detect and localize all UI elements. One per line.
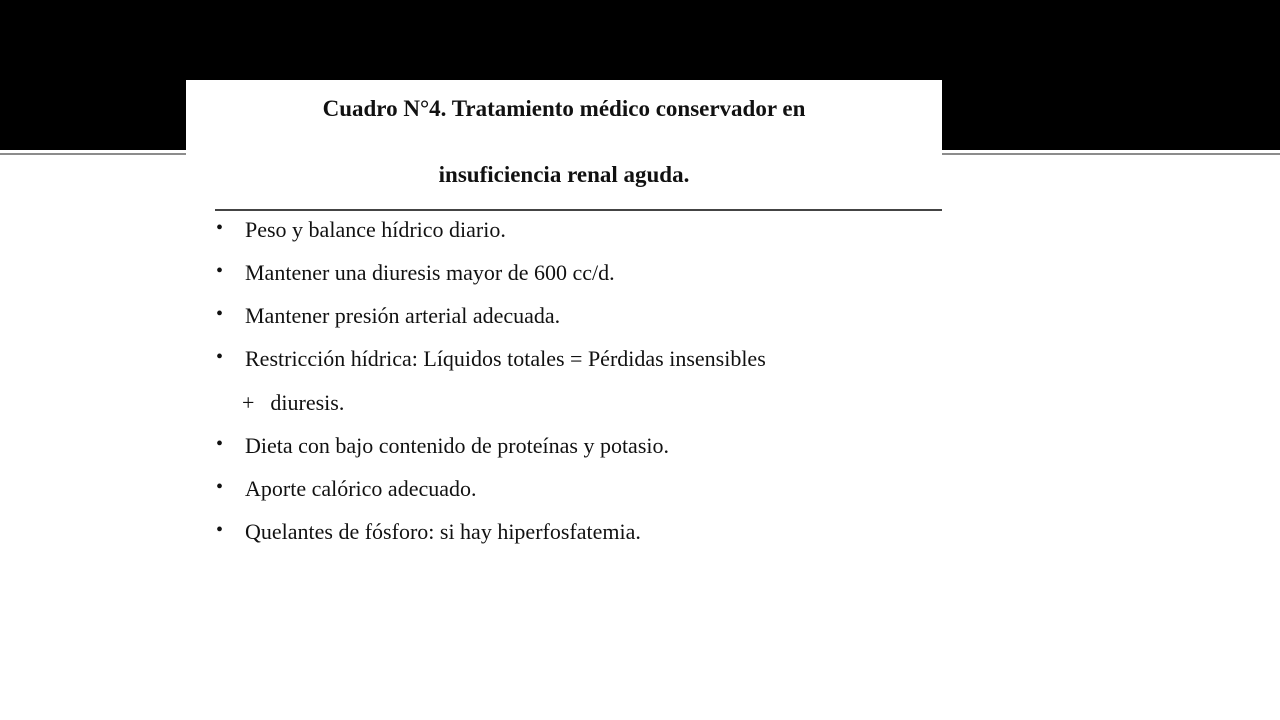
caption-line-1: Cuadro N°4. Tratamiento médico conservador en xyxy=(322,96,806,121)
bullet-icon: • xyxy=(216,217,224,239)
table-image xyxy=(186,80,942,560)
caption-line-2: insuficiencia renal aguda. xyxy=(438,162,690,187)
continuation-text: diuresis. xyxy=(270,390,345,415)
list-item-text: Peso y balance hídrico diario. xyxy=(245,217,506,242)
list-item-text: Mantener presión arterial adecuada. xyxy=(245,303,561,328)
list-item-text: Restricción hídrica: Líquidos totales = Pérdidas insensibles xyxy=(245,346,766,371)
bullet-icon: • xyxy=(216,346,224,368)
list-item-continuation xyxy=(242,390,344,416)
list-item-text: Aporte calórico adecuado. xyxy=(245,476,477,501)
bullet-icon: • xyxy=(216,303,224,325)
plus-icon: + xyxy=(242,390,255,415)
list-item-text: Mantener una diuresis mayor de 600 cc/d. xyxy=(245,260,615,285)
list-item-text: Dieta con bajo contenido de proteínas y potasio. xyxy=(245,433,669,458)
bullet-icon: • xyxy=(216,476,224,498)
bullet-icon: • xyxy=(216,433,224,455)
list-item-text: Quelantes de fósforo: si hay hiperfosfatemia. xyxy=(245,519,641,544)
caption-divider xyxy=(215,209,942,211)
bullet-icon: • xyxy=(216,260,224,282)
bullet-icon: • xyxy=(216,519,224,541)
